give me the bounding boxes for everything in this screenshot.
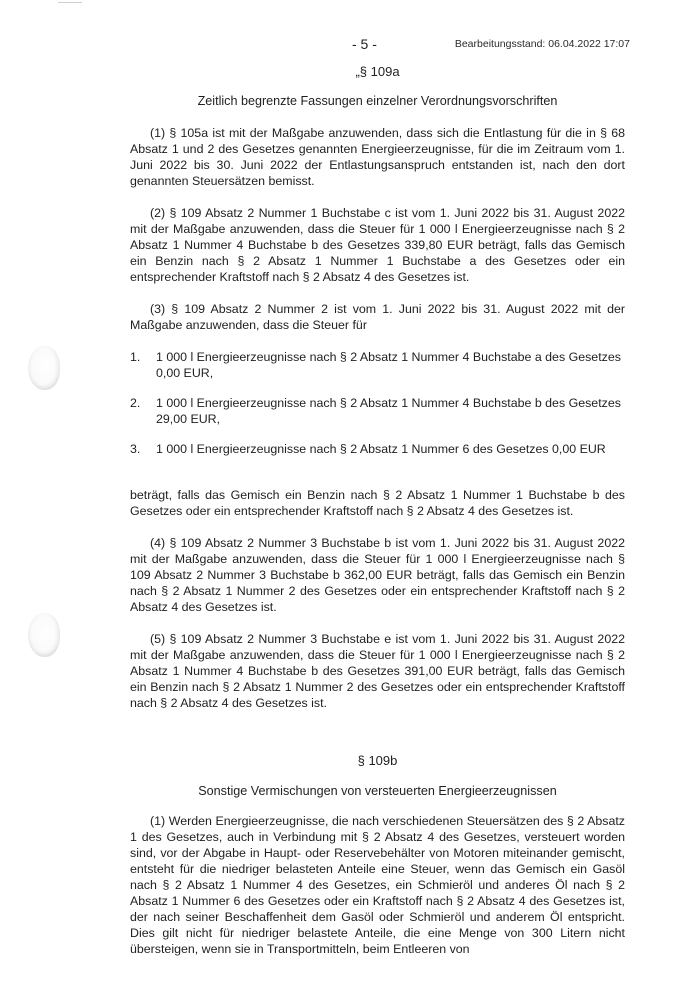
paragraph: (3) § 109 Absatz 2 Nummer 2 ist vom 1. Juni 2022 bis 31. August 2022 mit der Maßgabe anzuwenden, dass die Steuer für (130, 302, 625, 332)
scan-mark (58, 2, 82, 3)
paragraph: (5) § 109 Absatz 2 Nummer 3 Buchstabe e ist vom 1. Juni 2022 bis 31. August 2022 mit der Maßgabe anzuwenden, dass die Steuer für 1 000 l Energieerzeugnisse nach § 2 Absatz 1 Nummer 4 Buchstabe b des Gesetzes 391,00 EUR beträgt, falls das Gemisch ein Benzin nach § 2 Absatz 1 Nummer 2 des Gesetzes oder ein entsprechender Kraftstoff nach § 2 Absatz 4 des Gesetzes ist. (130, 632, 625, 710)
paragraph: (2) § 109 Absatz 2 Nummer 1 Buchstabe c ist vom 1. Juni 2022 bis 31. August 2022 mit der Maßgabe anzuwenden, dass die Steuer für 1 000 l Energieerzeugnisse nach § 2 Absatz 1 Nummer 4 Buchstabe b des Gesetzes 339,80 EUR beträgt, falls das Gemisch ein Benzin nach § 2 Absatz 1 Nummer 1 Buchstabe a des Gesetzes oder ein entsprechender Kraftstoff nach § 2 Absatz 4 des Gesetzes ist. (130, 206, 625, 284)
paragraph: (1) § 105a ist mit der Maßgabe anzuwenden, dass sich die Entlastung für die in § 68 Absatz 1 und 2 des Gesetzes genannten Energieerzeugnisse, für die im Zeitraum vom 1. Juni 2022 bis 30. Juni 2022 der Entlastungsanspruch entstanden ist, nach den dort genannten Steuersätzen bemisst. (130, 126, 625, 188)
paragraph: (4) § 109 Absatz 2 Nummer 3 Buchstabe b ist vom 1. Juni 2022 bis 31. August 2022 mit der Maßgabe anzuwenden, dass die Steuer für 1 000 l Energieerzeugnisse nach § 109 Absatz 2 Nummer 3 Buchstabe b 362,00 EUR beträgt, falls das Gemisch ein Benzin nach § 2 Absatz 1 Nummer 2 des Gesetzes oder ein entsprechender Kraftstoff nach § 2 Absatz 4 des Gesetzes ist. (130, 536, 625, 614)
enumeration-list (130, 349, 625, 457)
list-item (130, 395, 625, 427)
paragraph: beträgt, falls das Gemisch ein Benzin nach § 2 Absatz 1 Nummer 1 Buchstabe b des Gesetzes oder ein entsprechender Kraftstoff nach § 2 Absatz 4 des Gesetzes ist. (130, 488, 625, 518)
page-number: - 5 - (352, 36, 377, 52)
list-number: 2. (130, 396, 141, 410)
list-number: 1. (130, 350, 141, 364)
paragraph: (1) Werden Energieerzeugnisse, die nach verschiedenen Steuersätzen des § 2 Absatz 1 des Gesetzes, auch in Verbindung mit § 2 Absatz 4 des Gesetzes, versteuert worden sind, vor der Abgabe in Haupt- oder Reservebehälter von Motoren miteinander gemischt, entsteht für die niedriger belasteten Anteile eine Steuer, wenn das Gemisch ein Gasöl nach § 2 Absatz 1 Nummer 4 des Gesetzes, ein Schmieröl und anderes Öl nach § 2 Absatz 1 Nummer 6 des Gesetzes oder ein Kraftstoff nach § 2 Absatz 4 des Gesetzes ist, der nach seiner Beschaffenheit dem Gasöl oder Schmieröl und anderem Öl entspricht. Dies gilt nicht für niedriger belastete Anteile, die eine Menge von 300 Litern nicht übersteigen, wenn sie in Transportmitteln, beim Entleeren von (130, 814, 625, 956)
list-number: 3. (130, 442, 141, 456)
punch-hole-icon (28, 346, 60, 390)
list-item-text: 1 000 l Energieerzeugnisse nach § 2 Absatz 1 Nummer 6 des Gesetzes 0,00 EUR (156, 442, 606, 456)
document-body (130, 60, 625, 957)
list-item-text: 1 000 l Energieerzeugnisse nach § 2 Absatz 1 Nummer 4 Buchstabe a des Gesetzes 0,00 EUR, (156, 350, 621, 380)
list-item (130, 441, 625, 457)
section-subtitle: Zeitlich begrenzte Fassungen einzelner Verordnungsvorschriften (197, 94, 558, 108)
page-header (130, 36, 630, 56)
list-item (130, 349, 625, 381)
list-item-text: 1 000 l Energieerzeugnisse nach § 2 Absatz 1 Nummer 4 Buchstabe b des Gesetzes 29,00 EUR, (156, 396, 621, 426)
section-subtitle: Sonstige Vermischungen von versteuerten Energieerzeugnissen (198, 784, 557, 798)
section-title: „§ 109a (355, 64, 400, 79)
punch-hole-icon (28, 613, 60, 657)
section-title: § 109b (357, 753, 398, 768)
edit-status: Bearbeitungsstand: 06.04.2022 17:07 (454, 38, 630, 50)
